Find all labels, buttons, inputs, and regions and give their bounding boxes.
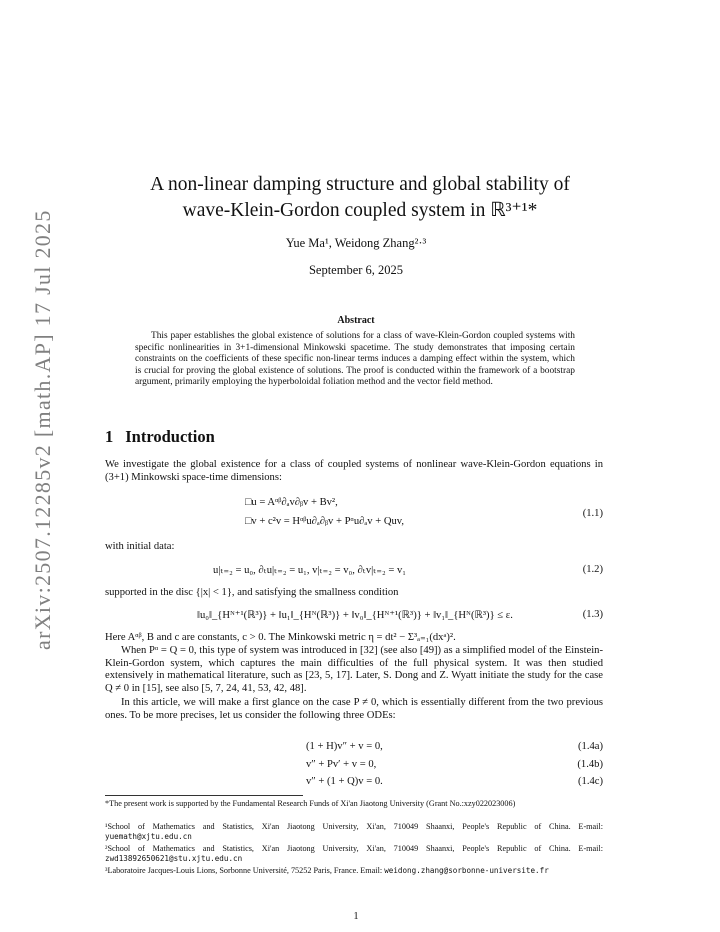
footnote-affiliation-1-text: ¹School of Mathematics and Statistics, Xi'an Jiaotong University, Xi'an, 710049 Shaanxi, People's Republic of China. E-mail: [105,822,603,831]
equation-number-1-4b: (1.4b) [577,759,603,770]
authors: Yue Ma¹, Weidong Zhang²·³ [285,236,427,250]
equation-1-3: ‖u₀‖_{Hᴺ⁺¹(ℝ³)} + ‖u₁‖_{Hᴺ(ℝ³)} + ‖v₀‖_{Hᴺ⁺¹(ℝ³)} + ‖v₁‖_{Hᴺ(ℝ³)} ≤ ε. [197,610,513,621]
footnote-affiliation-2-text: ²School of Mathematics and Statistics, Xi'an Jiaotong University, Xi'an, 710049 Shaanxi, People's Republic of China. E-mail: [105,844,603,853]
paragraph-intro: We investigate the global existence for a class of coupled systems of nonlinear wave-Klein-Gordon equations in (3+1) Minkowski space-time dimensions: [105,459,603,483]
footnote-affiliation-1 [105,822,603,842]
paragraph-history: When Pᵅ = Q = 0, this type of system was introduced in [32] (see also [49]) as a simplified model of the Einstein-Klein-Gordon system, which captures the main difficulties of the full physical system. It was then studied extensively in mathematical literature, such as [23, 5, 17]. Later, S. Dong and Z. Wyatt initiate the study for the case Q ≠ 0 in [15], see also [5, 7, 24, 41, 53, 42, 48]. [105,645,603,694]
arxiv-identifier: arXiv:2507.12285v2 [math.AP] 17 Jul 2025 [30,209,55,650]
paragraph-odes: In this article, we will make a first glance on the case P ≠ 0, which is essentially different from the two previous ones. To be more precises, let us consider the following three ODEs: [105,697,603,721]
paragraph-initial-data: with initial data: [105,541,175,552]
page-number: 1 [353,911,359,922]
title-line-2: wave-Klein-Gordon coupled system in ℝ³⁺¹* [182,200,538,221]
abstract-heading: Abstract [337,315,375,326]
email-link-3[interactable]: weidong.zhang@sorbonne-universite.fr [384,866,549,875]
footnote-rule [105,795,303,796]
abstract-text: This paper establishes the global existence of solutions for a class of wave-Klein-Gordon coupled systems with specific nonlinearities in 3+1-dimensional Minkowski spacetime. The study demonstrates that imposing certain constraints on the coefficients of these specific non-linear terms induces a damping effect within the system, which is crucial for proving the global existence of solutions. The proof is conducted within the framework of a bootstrap argument, primarily employing the hyperboloidal foliation method and the vector field method. [135,331,575,388]
date: September 6, 2025 [308,263,404,277]
equation-number-1-4c: (1.4c) [578,776,603,787]
footnote-funding: *The present work is supported by the Fundamental Research Funds of Xi'an Jiaotong University (Grant No.:xzy022023006) [105,799,516,808]
equation-number-1-2: (1.2) [582,564,603,575]
equation-number-1-3: (1.3) [582,609,603,620]
paragraph-constants: Here Aᵅᵝ, B and c are constants, c > 0. The Minkowski metric η = dt² − Σ³ₐ₌₁(dxᵃ)². [105,632,456,643]
footnote-affiliation-3 [105,866,603,876]
paper-title [90,172,630,224]
equation-1-1-line-1: □u = Aᵅᵝ∂ₐv∂ᵦv + Bv², [245,497,338,508]
section-number: 1 [105,427,114,446]
section-title: Introduction [125,427,215,446]
equation-1-4a: (1 + H)v″ + v = 0, [306,741,383,752]
email-link-1[interactable]: yuemath@xjtu.edu.cn [105,832,192,842]
footnote-affiliation-3-text: ³Laboratoire Jacques-Louis Lions, Sorbonne Université, 75252 Paris, France. Email: [105,866,385,875]
equation-1-2: u|ₜ₌₂ = u₀, ∂ₜu|ₜ₌₂ = u₁, v|ₜ₌₂ = v₀, ∂ₜv|ₜ₌₂ = v₁ [213,565,406,576]
equation-number-1-4a: (1.4a) [578,741,603,752]
section-heading [105,427,215,447]
paragraph-smallness: supported in the disc {|x| < 1}, and satisfying the smallness condition [105,587,399,598]
equation-1-4b: v″ + Pv′ + v = 0, [306,759,377,770]
footnote-affiliation-2 [105,844,603,864]
equation-1-1-line-2: □v + c²v = Hᵅᵝu∂ₐ∂ᵦv + Pᵅu∂ₐv + Quv, [245,516,405,527]
equation-1-4c: v″ + (1 + Q)v = 0. [306,776,383,787]
email-link-2[interactable]: zwd13892650621@stu.xjtu.edu.cn [105,854,243,864]
title-line-1: A non-linear damping structure and global stability of [150,174,570,195]
equation-number-1-1: (1.1) [582,508,603,519]
